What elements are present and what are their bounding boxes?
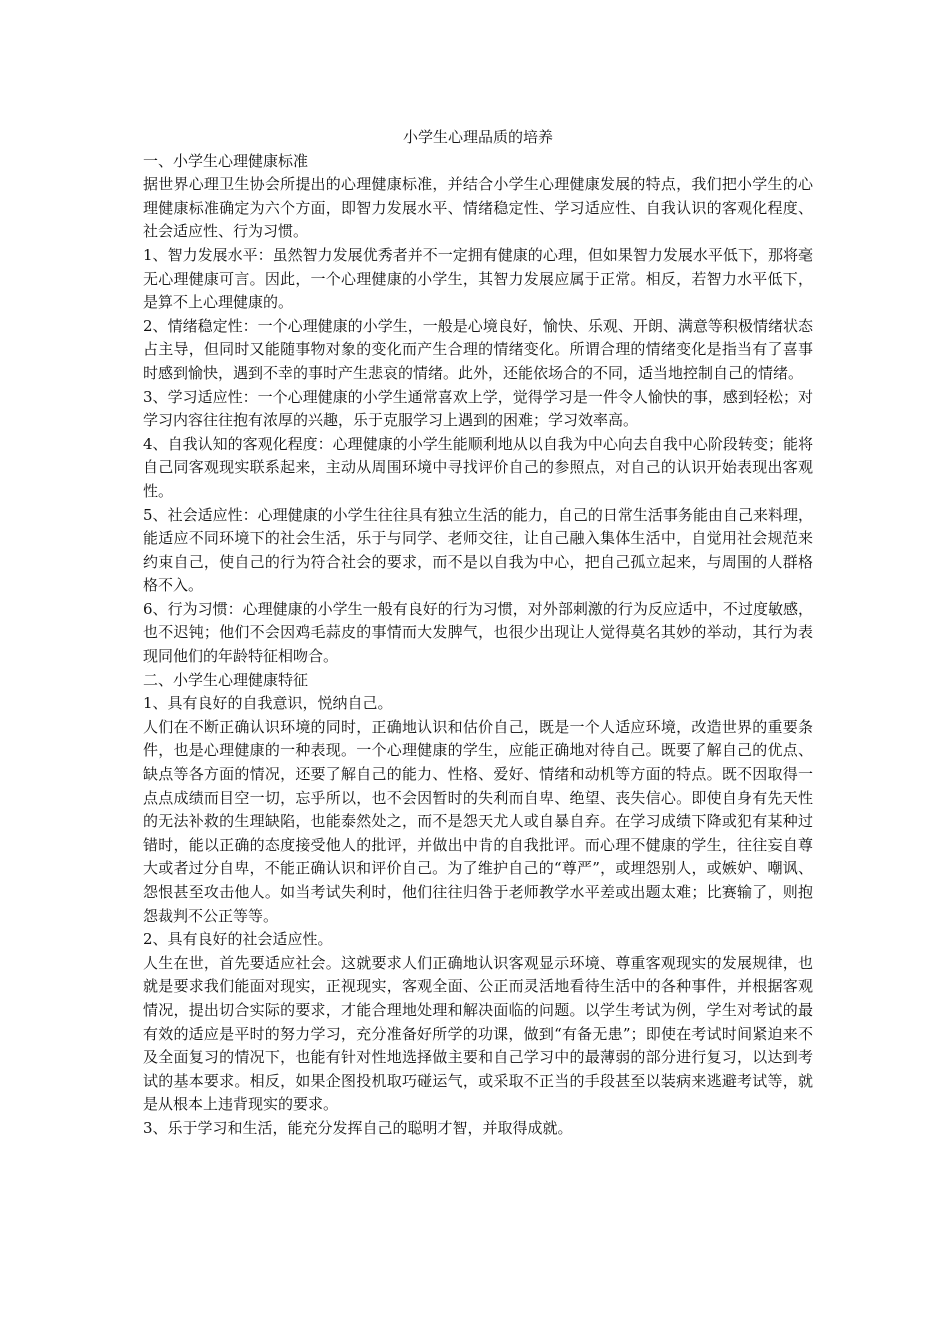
paragraph: 4、自我认知的客观化程度：心理健康的小学生能顺利地从以自我为中心向去自我中心阶段转变；能将自己同客观现实联系起来，主动从周围环境中寻找评价自己的参照点，对自己的认识开始表现出客观性。: [143, 434, 813, 500]
paragraph: 人们在不断正确认识环境的同时，正确地认识和估价自己，既是一个人适应环境，改造世界的重要条件，也是心理健康的一种表现。一个心理健康的学生，应能正确地对待自己。既要了解自己的优点、缺点等各方面的情况，还要了解自己的能力、性格、爱好、情绪和动机等方面的特点。既不因取得一点点成绩而目空一切，忘乎所以，也不会因暂时的失利而自卑、绝望、丧失信心。即使自身有先天性的无法补救的生理缺陷，也能泰然处之，而不是怨天尤人或自暴自弃。在学习成绩下降或犯有某种过错时，能以正确的态度接受他人的批评，并做出中肯的自我批评。而心理不健康的学生，往往妄自尊大或者过分自卑，不能正确认识和评价自己。为了维护自己的“尊严”，或埋怨别人，或嫉妒、嘲讽、怨恨甚至攻击他人。如当考试失利时，他们往往归咎于老师教学水平差或出题太难；比赛输了，则抱怨裁判不公正等等。: [143, 717, 813, 925]
section-heading-2: 二、小学生心理健康特征: [143, 670, 309, 689]
paragraph: 人生在世，首先要适应社会。这就要求人们正确地认识客观显示环境、尊重客观现实的发展规律，也就是要求我们能面对现实，正视现实，客观全面、公正而灵活地看待生活中的各种事件，并根据客观情况，提出切合实际的要求，才能合理地处理和解决面临的问题。以学生考试为例，学生对考试的最有效的适应是平时的努力学习，充分准备好所学的功课，做到“有备无患”；即使在考试时间紧迫来不及全面复习的情况下，也能有针对性地选择做主要和自己学习中的最薄弱的部分进行复习，以达到考试的基本要求。相反，如果企图投机取巧碰运气，或采取不正当的手段甚至以装病来逃避考试等，就是从根本上违背现实的要求。: [143, 953, 813, 1114]
paragraph: 2、情绪稳定性：一个心理健康的小学生，一般是心境良好，愉快、乐观、开朗、满意等积极情绪状态占主导，但同时又能随事物对象的变化而产生合理的情绪变化。所谓合理的情绪变化是指当有了喜事时感到愉快，遇到不幸的事时产生悲哀的情绪。此外，还能依场合的不同，适当地控制自己的情绪。: [143, 316, 813, 382]
subheading: 2、具有良好的社会适应性。: [143, 930, 333, 949]
subheading: 3、乐于学习和生活，能充分发挥自己的聪明才智，并取得成就。: [143, 1118, 573, 1137]
document-page: [143, 126, 813, 1141]
paragraph: 6、行为习惯：心理健康的小学生一般有良好的行为习惯，对外部刺激的行为反应适中，不过度敏感，也不迟钝；他们不会因鸡毛蒜皮的事情而大发脾气，也很少出现让人觉得莫名其妙的举动，其行为表现同他们的年龄特征相吻合。: [143, 599, 813, 666]
subheading: 1、具有良好的自我意识，悦纳自己。: [143, 694, 393, 713]
paragraph: 1、智力发展水平：虽然智力发展优秀者并不一定拥有健康的心理，但如果智力发展水平低下，那将毫无心理健康可言。因此，一个心理健康的小学生，其智力发展应属于正常。相反，若智力水平低下，是算不上心理健康的。: [143, 245, 813, 312]
paragraph: 5、社会适应性：心理健康的小学生往往具有独立生活的能力，自己的日常生活事务能由自己来料理，能适应不同环境下的社会生活，乐于与同学、老师交往，让自己融入集体生活中，自觉用社会规范来约束自己，使自己的行为符合社会的要求，而不是以自我为中心，把自己孤立起来，与周围的人群格格不入。: [143, 505, 813, 595]
paragraph: 据世界心理卫生协会所提出的心理健康标准，并结合小学生心理健康发展的特点，我们把小学生的心理健康标准确定为六个方面，即智力发展水平、情绪稳定性、学习适应性、自我认识的客观化程度、社会适应性、行为习惯。: [143, 175, 813, 241]
paragraph: 3、学习适应性：一个心理健康的小学生通常喜欢上学，觉得学习是一件令人愉快的事，感到轻松；对学习内容往往抱有浓厚的兴趣，乐于克服学习上遇到的困难；学习效率高。: [143, 387, 813, 430]
document-title: 小学生心理品质的培养: [402, 128, 553, 146]
section-heading-1: 一、小学生心理健康标准: [143, 151, 309, 170]
